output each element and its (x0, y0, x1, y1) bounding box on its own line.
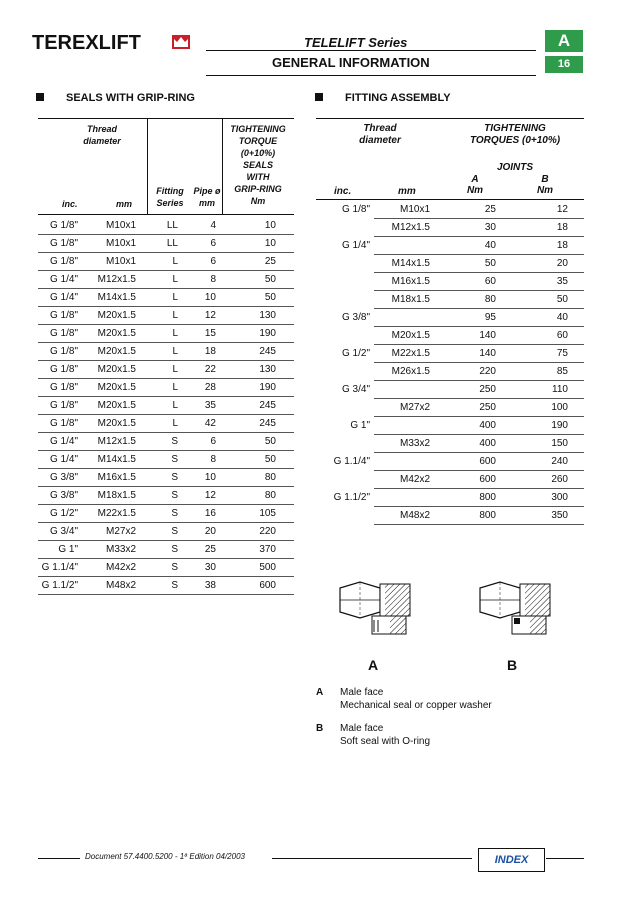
table-cell (374, 237, 444, 255)
left-divider (147, 118, 148, 215)
table-row (38, 487, 294, 505)
table-cell: 10 (222, 217, 294, 235)
table-cell (374, 417, 444, 435)
table-cell: G 1/8" (38, 217, 86, 235)
table-cell: 8 (184, 271, 222, 289)
table-cell: M48x2 (374, 507, 444, 525)
table-cell: G 1/8" (38, 361, 86, 379)
table-cell: M14x1.5 (374, 255, 444, 273)
right-torque-head: TIGHTENING TORQUES (0+10%) (469, 123, 561, 146)
table-cell: S (142, 505, 184, 523)
table-cell: L (142, 397, 184, 415)
right-table-top-rule (316, 118, 584, 119)
table-cell: 30 (444, 219, 514, 237)
table-cell: S (142, 577, 184, 595)
left-section-title: SEALS WITH GRIP-RING (36, 92, 195, 104)
table-row (316, 471, 584, 489)
table-cell (316, 435, 374, 453)
table-cell: LL (142, 235, 184, 253)
table-cell: M26x1.5 (374, 363, 444, 381)
table-cell: M20x1.5 (374, 327, 444, 345)
table-row (316, 507, 584, 525)
right-inc-head: inc. (334, 186, 352, 197)
table-cell: 150 (514, 435, 584, 453)
table-cell: G 3/8" (38, 487, 86, 505)
table-row (316, 345, 584, 363)
table-cell: 42 (184, 415, 222, 433)
table-cell: 25 (222, 253, 294, 271)
table-cell: M18x1.5 (86, 487, 142, 505)
table-cell: S (142, 451, 184, 469)
table-cell: 100 (514, 399, 584, 417)
table-cell: 18 (184, 343, 222, 361)
table-cell: G 1/2" (38, 505, 86, 523)
table-row (38, 253, 294, 271)
table-row (38, 541, 294, 559)
table-cell: M22x1.5 (86, 505, 142, 523)
table-cell: M20x1.5 (86, 379, 142, 397)
table-cell: G 1/8" (38, 325, 86, 343)
table-row (38, 451, 294, 469)
right-head-rule (316, 199, 584, 200)
table-cell: G 1/2" (341, 348, 370, 359)
table-row (38, 217, 294, 235)
table-cell: G 1/8" (38, 415, 86, 433)
table-cell: 50 (222, 433, 294, 451)
table-cell: 500 (222, 559, 294, 577)
table-cell: G 1/4" (38, 289, 86, 307)
table-cell: 35 (184, 397, 222, 415)
table-row (316, 453, 584, 471)
table-cell: 80 (222, 487, 294, 505)
table-cell (374, 309, 444, 327)
table-cell: 85 (514, 363, 584, 381)
table-cell: 22 (184, 361, 222, 379)
table-cell: 245 (222, 397, 294, 415)
table-cell: M42x2 (374, 471, 444, 489)
table-cell: L (142, 379, 184, 397)
table-cell: 18 (514, 237, 584, 255)
table-cell: 12 (514, 201, 584, 219)
table-cell (316, 507, 374, 525)
table-cell (316, 327, 374, 345)
table-cell: G 1" (350, 420, 370, 431)
table-row (38, 271, 294, 289)
table-cell: 250 (444, 399, 514, 417)
table-cell (316, 273, 374, 291)
table-cell: LL (142, 217, 184, 235)
table-cell: 140 (444, 345, 514, 363)
table-row (316, 237, 584, 255)
right-joints-head: JOINTS (496, 162, 534, 173)
table-cell: M20x1.5 (86, 343, 142, 361)
grip-ring-table (38, 217, 294, 595)
table-cell: M27x2 (374, 399, 444, 417)
terex-logo (32, 31, 192, 53)
table-cell: 105 (222, 505, 294, 523)
table-cell: 25 (444, 201, 514, 219)
table-row (38, 397, 294, 415)
table-cell: 190 (514, 417, 584, 435)
table-cell: 350 (514, 507, 584, 525)
table-cell: M14x1.5 (86, 289, 142, 307)
table-cell: 370 (222, 541, 294, 559)
table-cell: L (142, 307, 184, 325)
table-cell: 130 (222, 307, 294, 325)
table-cell: G 1.1/4" (38, 559, 86, 577)
table-cell: G 3/8" (341, 312, 370, 323)
table-row (316, 309, 584, 327)
table-cell: S (142, 559, 184, 577)
legend-item: B Male face Soft seal with O-ring (316, 723, 431, 747)
footer-rule (546, 858, 584, 859)
table-cell: M10x1 (374, 201, 444, 219)
table-row (316, 255, 584, 273)
table-cell: 16 (184, 505, 222, 523)
table-cell: G 1/4" (341, 240, 370, 251)
table-cell (374, 489, 444, 507)
table-cell: 220 (222, 523, 294, 541)
table-cell (374, 453, 444, 471)
right-section-title: FITTING ASSEMBLY (315, 92, 451, 104)
table-row (38, 577, 294, 595)
table-row (316, 363, 584, 381)
table-cell: G 1/8" (38, 235, 86, 253)
table-cell: 190 (222, 325, 294, 343)
table-row (316, 327, 584, 345)
table-cell: 6 (184, 235, 222, 253)
table-row (38, 325, 294, 343)
section-title: GENERAL INFORMATION (272, 55, 430, 70)
table-cell: M12x1.5 (86, 271, 142, 289)
series-title: TELELIFT Series (304, 35, 408, 50)
table-cell: M10x1 (86, 253, 142, 271)
table-cell: 50 (222, 451, 294, 469)
table-cell: 50 (222, 289, 294, 307)
table-cell: G 3/4" (341, 384, 370, 395)
table-cell: G 1/8" (38, 343, 86, 361)
table-cell: M10x1 (86, 217, 142, 235)
document-reference: Document 57.4400.5200 - 1ª Edition 04/2003 (85, 852, 245, 861)
table-cell: 220 (444, 363, 514, 381)
table-cell: M33x2 (86, 541, 142, 559)
drawing-label-b: B (507, 657, 518, 673)
table-row (38, 289, 294, 307)
table-cell: 20 (514, 255, 584, 273)
table-cell: S (142, 469, 184, 487)
table-cell: M12x1.5 (374, 219, 444, 237)
legend-key: A (316, 687, 324, 698)
table-row (316, 381, 584, 399)
table-cell: 600 (444, 453, 514, 471)
table-cell: G 1/8" (38, 253, 86, 271)
table-cell (374, 381, 444, 399)
table-cell: 600 (444, 471, 514, 489)
table-cell: 4 (184, 217, 222, 235)
table-cell: 18 (514, 219, 584, 237)
table-row (38, 505, 294, 523)
table-row (316, 489, 584, 507)
table-cell: M14x1.5 (86, 451, 142, 469)
table-row (316, 435, 584, 453)
table-row (38, 235, 294, 253)
joint-b-head: B Nm (536, 174, 554, 196)
table-cell: M20x1.5 (86, 307, 142, 325)
table-cell: L (142, 361, 184, 379)
table-cell: 12 (184, 487, 222, 505)
legend-key: B (316, 723, 324, 734)
table-cell: M10x1 (86, 235, 142, 253)
table-cell: 245 (222, 415, 294, 433)
table-cell: 10 (222, 235, 294, 253)
table-cell: G 1/8" (38, 307, 86, 325)
table-cell: M33x2 (374, 435, 444, 453)
table-cell: S (142, 433, 184, 451)
left-fitting-head: Fitting Series (156, 186, 184, 208)
header-rule (206, 50, 536, 51)
table-cell: M22x1.5 (374, 345, 444, 363)
table-cell: G 1/8" (38, 379, 86, 397)
table-cell: S (142, 541, 184, 559)
page-number: 16 (545, 56, 583, 73)
table-cell (316, 219, 374, 237)
table-cell: M48x2 (86, 577, 142, 595)
legend-item: A Male face Mechanical seal or copper washer (316, 687, 492, 711)
table-cell: 240 (514, 453, 584, 471)
table-cell: G 1/8" (341, 204, 370, 216)
table-cell (316, 291, 374, 309)
table-row (38, 523, 294, 541)
table-cell: 30 (184, 559, 222, 577)
table-cell: 95 (444, 309, 514, 327)
left-mm-head: mm (116, 199, 133, 209)
table-cell: G 3/8" (38, 469, 86, 487)
table-cell: 250 (444, 381, 514, 399)
index-button[interactable]: INDEX (478, 848, 545, 872)
table-cell: 300 (514, 489, 584, 507)
table-row (316, 273, 584, 291)
table-cell: 600 (222, 577, 294, 595)
table-cell: 50 (514, 291, 584, 309)
footer-rule (272, 858, 472, 859)
table-cell: L (142, 253, 184, 271)
table-row (38, 469, 294, 487)
table-row (38, 343, 294, 361)
right-thread-head: Thread diameter (359, 123, 401, 146)
table-cell: 40 (444, 237, 514, 255)
table-cell: M12x1.5 (86, 433, 142, 451)
table-row (38, 415, 294, 433)
table-cell: 140 (444, 327, 514, 345)
table-row (38, 559, 294, 577)
bullet-square-icon (36, 93, 44, 101)
table-cell: L (142, 415, 184, 433)
left-inc-head: inc. (62, 199, 78, 209)
table-cell: 6 (184, 433, 222, 451)
table-cell: L (142, 289, 184, 307)
table-cell: 15 (184, 325, 222, 343)
table-cell: 80 (444, 291, 514, 309)
table-cell: 50 (444, 255, 514, 273)
left-thread-head: Thread diameter (83, 124, 121, 146)
table-cell: 8 (184, 451, 222, 469)
fitting-b-drawing (470, 580, 580, 657)
table-cell: 260 (514, 471, 584, 489)
table-cell: G 1.1/2" (38, 577, 86, 595)
table-cell: G 1" (38, 541, 86, 559)
table-row (38, 433, 294, 451)
table-cell: 25 (184, 541, 222, 559)
header-rule-2 (206, 75, 536, 76)
table-row (38, 379, 294, 397)
table-row (316, 219, 584, 237)
left-table-top-rule (38, 118, 294, 119)
left-head-rule (38, 214, 294, 215)
table-cell: 20 (184, 523, 222, 541)
table-cell: M16x1.5 (374, 273, 444, 291)
table-row (316, 417, 584, 435)
table-cell: 400 (444, 417, 514, 435)
table-cell: 35 (514, 273, 584, 291)
table-row (316, 399, 584, 417)
table-cell: 245 (222, 343, 294, 361)
table-cell: 38 (184, 577, 222, 595)
table-cell (316, 255, 374, 273)
table-cell: G 1/4" (38, 451, 86, 469)
table-row (38, 361, 294, 379)
table-row (316, 291, 584, 309)
table-cell: 110 (514, 381, 584, 399)
table-cell: 50 (222, 271, 294, 289)
table-cell: 400 (444, 435, 514, 453)
table-cell: 80 (222, 469, 294, 487)
table-cell: 28 (184, 379, 222, 397)
table-cell: L (142, 343, 184, 361)
table-cell: 75 (514, 345, 584, 363)
fitting-a-drawing (330, 580, 440, 657)
table-cell: M16x1.5 (86, 469, 142, 487)
table-cell: G 1/4" (38, 433, 86, 451)
table-cell: 12 (184, 307, 222, 325)
table-cell: M20x1.5 (86, 361, 142, 379)
table-cell: 10 (184, 469, 222, 487)
table-cell: G 3/4" (38, 523, 86, 541)
table-cell: 800 (444, 507, 514, 525)
table-cell: 800 (444, 489, 514, 507)
table-cell: M18x1.5 (374, 291, 444, 309)
table-cell: 130 (222, 361, 294, 379)
table-cell: M27x2 (86, 523, 142, 541)
drawing-label-a: A (368, 657, 379, 673)
bullet-square-icon (315, 93, 323, 101)
table-cell: G 1/4" (38, 271, 86, 289)
footer-rule (38, 858, 80, 859)
joint-a-head: A Nm (466, 174, 484, 196)
table-cell: G 1.1/4" (333, 456, 370, 467)
table-cell: M20x1.5 (86, 415, 142, 433)
fitting-torque-table (316, 201, 584, 525)
table-cell (316, 471, 374, 489)
table-cell: S (142, 523, 184, 541)
chapter-badge: A (545, 30, 583, 52)
table-cell: M20x1.5 (86, 397, 142, 415)
table-cell: 40 (514, 309, 584, 327)
right-mm-head: mm (398, 186, 416, 197)
table-row (316, 201, 584, 219)
left-torque-head: TIGHTENING TORQUE (0+10%) SEALS WITH GRIP-RING Nm (230, 124, 286, 206)
table-cell: 190 (222, 379, 294, 397)
table-cell: 6 (184, 253, 222, 271)
logo-text: TEREXLIFT (32, 32, 141, 53)
table-cell: L (142, 325, 184, 343)
table-cell: 60 (514, 327, 584, 345)
table-cell: 10 (184, 289, 222, 307)
table-cell: G 1.1/2" (333, 492, 370, 503)
table-cell: L (142, 271, 184, 289)
left-pipe-head: Pipe ø mm (193, 186, 221, 208)
table-cell: 60 (444, 273, 514, 291)
table-cell: M20x1.5 (86, 325, 142, 343)
table-cell (316, 363, 374, 381)
table-cell: S (142, 487, 184, 505)
table-row (38, 307, 294, 325)
table-cell: M42x2 (86, 559, 142, 577)
table-cell: G 1/8" (38, 397, 86, 415)
table-cell (316, 399, 374, 417)
